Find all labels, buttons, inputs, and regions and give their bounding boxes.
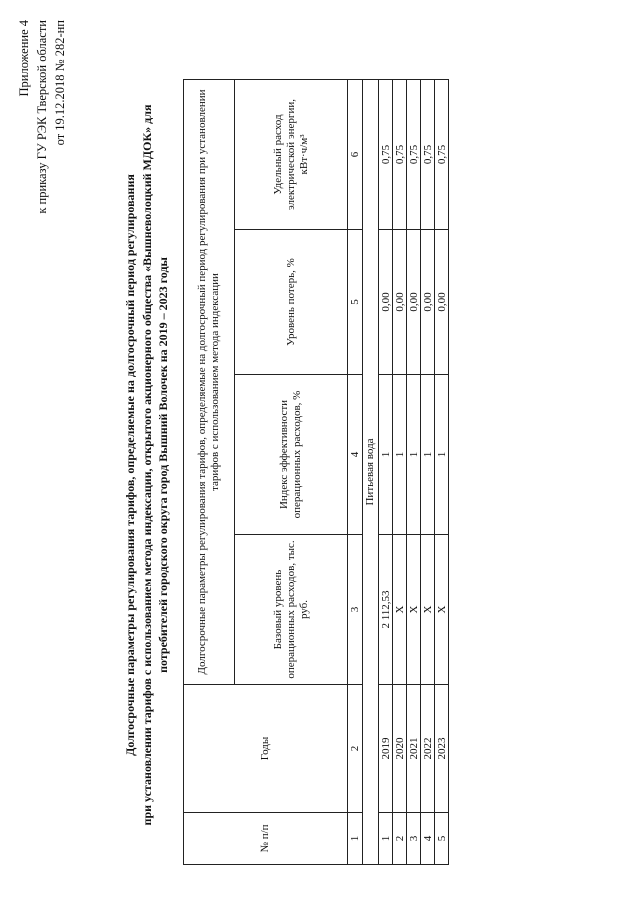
row-number: 3 bbox=[407, 813, 421, 865]
row-base-opex: Х bbox=[393, 535, 407, 685]
table-row bbox=[379, 79, 393, 864]
row-efficiency-index: 1 bbox=[393, 375, 407, 535]
row-efficiency-index: 1 bbox=[435, 375, 449, 535]
row-losses: 0,00 bbox=[407, 230, 421, 375]
title-line-2: при установлении тарифов с использованием метода индексации, открытого акционерного общества «Вышневолоцкий МДОК» для bbox=[139, 104, 154, 826]
row-number: 5 bbox=[435, 813, 449, 865]
appendix-date: от 19.12.2018 № 282-нп bbox=[53, 20, 67, 146]
row-energy: 0,75 bbox=[435, 79, 449, 229]
row-energy: 0,75 bbox=[379, 79, 393, 229]
row-losses: 0,00 bbox=[435, 230, 449, 375]
row-year: 2019 bbox=[379, 685, 393, 813]
row-base-opex: Х bbox=[421, 535, 435, 685]
row-energy: 0,75 bbox=[393, 79, 407, 229]
row-losses: 0,00 bbox=[393, 230, 407, 375]
column-number: 6 bbox=[348, 79, 363, 229]
row-efficiency-index: 1 bbox=[407, 375, 421, 535]
header-row-number: № п/п bbox=[184, 813, 348, 865]
header-base-opex: Базовый уровень операционных расходов, тыс. руб. bbox=[235, 535, 348, 685]
column-number: 3 bbox=[348, 535, 363, 685]
table-row bbox=[393, 79, 407, 864]
row-losses: 0,00 bbox=[379, 230, 393, 375]
row-year: 2022 bbox=[421, 685, 435, 813]
table-row bbox=[435, 79, 449, 864]
row-number: 4 bbox=[421, 813, 435, 865]
row-energy: 0,75 bbox=[421, 79, 435, 229]
table-row bbox=[407, 79, 421, 864]
table-row bbox=[421, 79, 435, 864]
column-number: 5 bbox=[348, 230, 363, 375]
row-base-opex: Х bbox=[407, 535, 421, 685]
row-number: 2 bbox=[393, 813, 407, 865]
document-title bbox=[122, 65, 172, 865]
section-row bbox=[363, 79, 379, 864]
row-year: 2021 bbox=[407, 685, 421, 813]
header-efficiency-index: Индекс эффективности операционных расходов, % bbox=[235, 375, 348, 535]
appendix-number: Приложение 4 bbox=[17, 20, 31, 97]
section-title: Питьевая вода bbox=[363, 79, 379, 864]
appendix-reference bbox=[15, 20, 69, 214]
row-base-opex: 2 112,53 bbox=[379, 535, 393, 685]
header-group: Долгосрочные параметры регулирования тарифов, определяемые на долгосрочный период регулирования при установлении тарифов с использованием метода индексации bbox=[184, 79, 235, 684]
column-number: 4 bbox=[348, 375, 363, 535]
title-line-3: потребителей городского округа город Вышний Волочек на 2019 – 2023 годы bbox=[156, 257, 170, 673]
row-number: 1 bbox=[379, 813, 393, 865]
column-number: 2 bbox=[348, 685, 363, 813]
column-number: 1 bbox=[348, 813, 363, 865]
row-year: 2020 bbox=[393, 685, 407, 813]
row-efficiency-index: 1 bbox=[379, 375, 393, 535]
header-losses: Уровень потерь, % bbox=[235, 230, 348, 375]
row-base-opex: Х bbox=[435, 535, 449, 685]
parameters-table bbox=[183, 79, 449, 865]
header-years: Годы bbox=[184, 685, 348, 813]
title-line-1: Долгосрочные параметры регулирования тарифов, определяемые на долгосрочный период регулирования bbox=[123, 174, 137, 756]
row-efficiency-index: 1 bbox=[421, 375, 435, 535]
appendix-order: к приказу ГУ РЭК Тверской области bbox=[35, 20, 49, 214]
header-energy-consumption: Удельный расход электрической энергии, кВт·ч/м³ bbox=[235, 79, 348, 229]
column-numbers-row bbox=[348, 79, 363, 864]
row-losses: 0,00 bbox=[421, 230, 435, 375]
row-year: 2023 bbox=[435, 685, 449, 813]
row-energy: 0,75 bbox=[407, 79, 421, 229]
